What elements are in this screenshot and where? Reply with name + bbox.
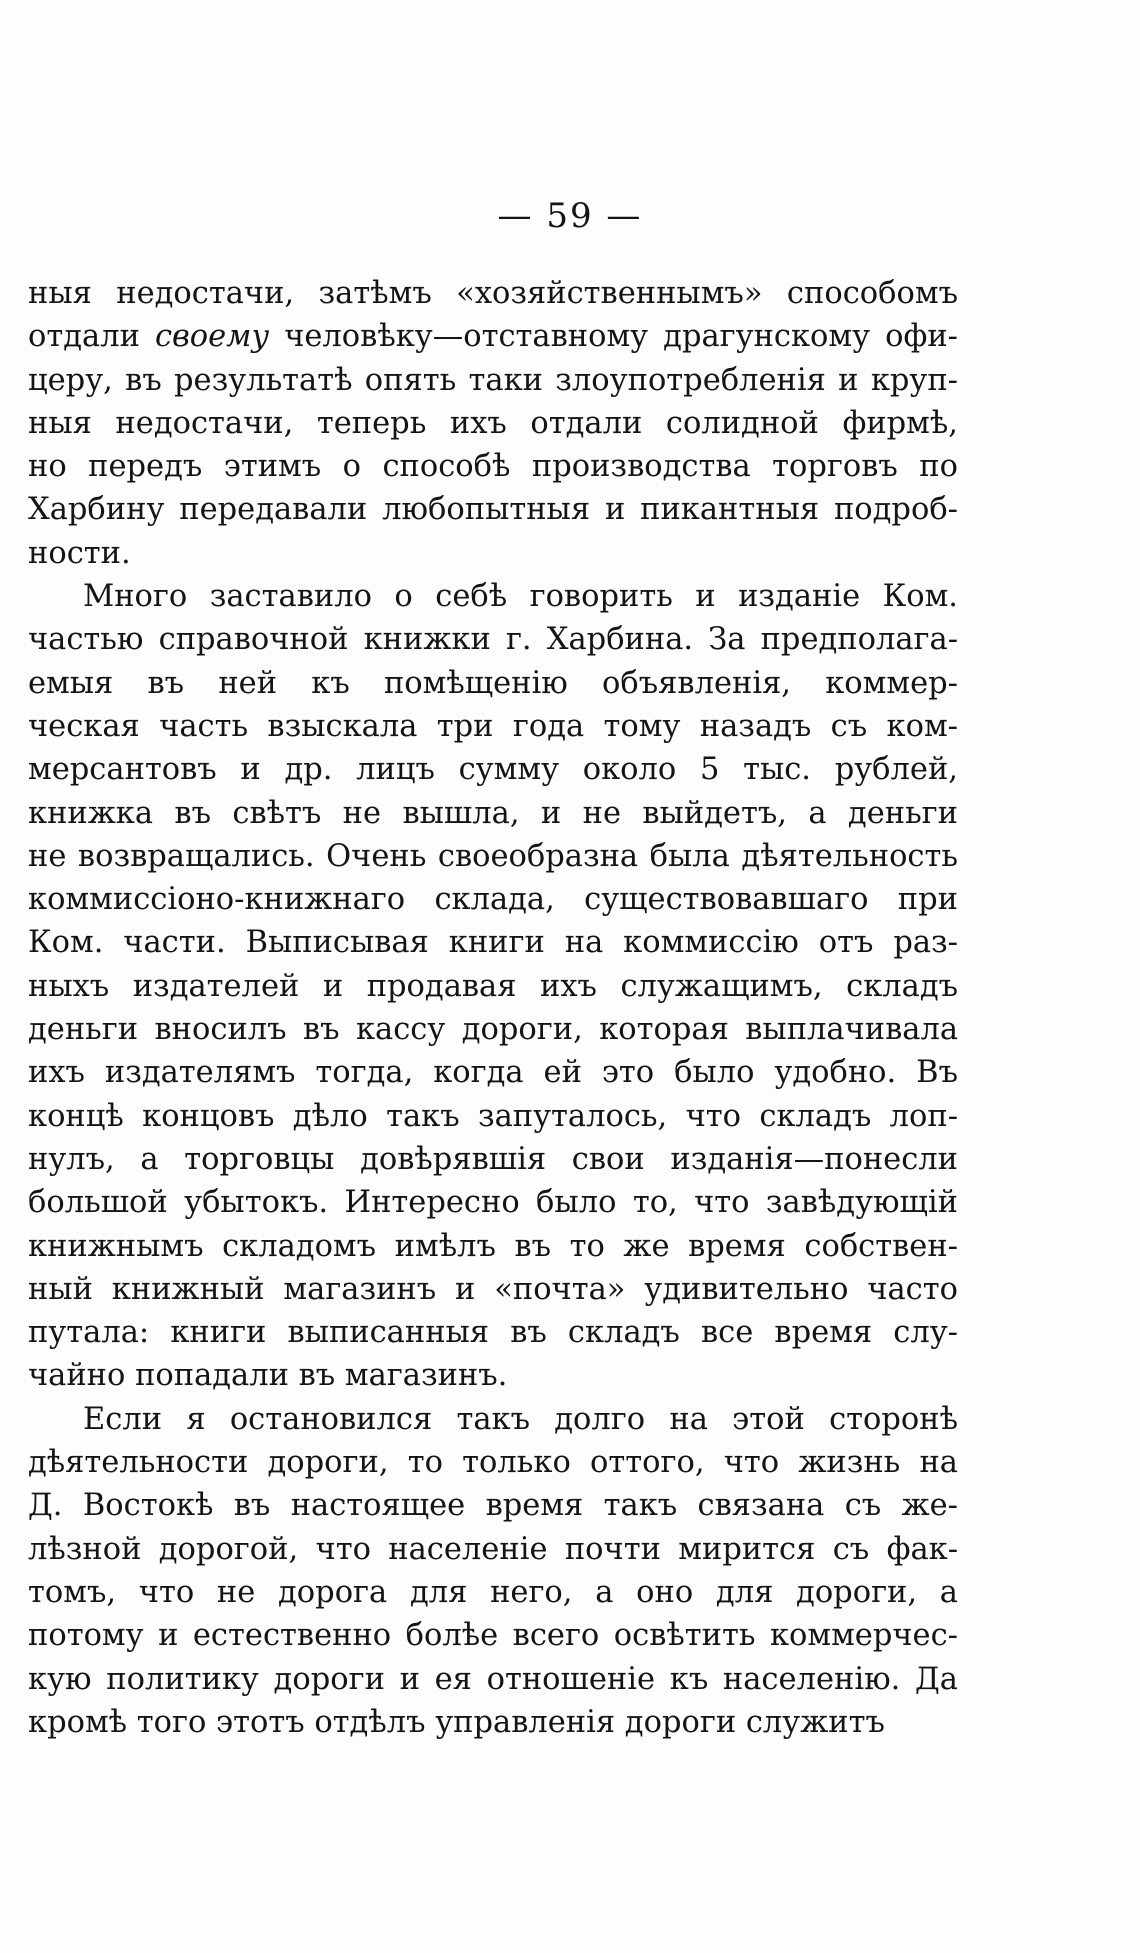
text-line: мерсантовъ и др. лицъ сумму около 5 тыс. рублей,	[28, 752, 958, 788]
text-line: ный книжный магазинъ и «почта» удивительно часто	[28, 1271, 958, 1307]
text-line: ныя недостачи, затѣмъ «хозяйственнымъ» способомъ	[28, 276, 958, 311]
text-line: книжка въ свѣтъ не вышла, и не выйдетъ, а деньги	[28, 795, 958, 831]
text-line: путала: книги выписанныя въ складъ все время слу-	[28, 1315, 958, 1351]
body-text	[28, 272, 958, 1744]
text-line: нулъ, а торговцы довѣрявшія свои изданія—понесли	[28, 1141, 958, 1177]
text-line: Харбину передавали любопытныя и пикантныя подроб-	[28, 492, 958, 528]
text-line: концѣ концовъ дѣло такъ запуталось, что складъ лоп-	[28, 1098, 958, 1134]
text-line: Д. Востокѣ въ настоящее время такъ связана съ же-	[28, 1488, 958, 1524]
text-line: чайно попадали въ магазинъ.	[28, 1358, 508, 1394]
text-line: ности.	[28, 535, 131, 571]
text-line: не возвращались. Очень своеобразна была дѣятельность	[28, 838, 958, 874]
page-number: — 59 —	[497, 196, 643, 236]
text-line: но передъ этимъ о способѣ производства торговъ по	[28, 449, 958, 485]
text-line: ческая часть взыскала три года тому назадъ съ ком-	[28, 708, 958, 744]
text-line: емыя въ ней къ помѣщенію объявленія, коммер-	[28, 665, 958, 701]
text-line: потому и естественно болѣе всего освѣтить коммерчес-	[28, 1618, 958, 1654]
text-line: кромѣ того этотъ отдѣлъ управленія дороги служитъ	[28, 1704, 885, 1740]
text-line: ныхъ издателей и продавая ихъ служащимъ, складъ	[28, 968, 958, 1004]
text-line: большой убытокъ. Интересно было то, что завѣдующій	[28, 1185, 958, 1221]
text-line: книжнымъ складомъ имѣлъ въ то же время собствен-	[28, 1228, 958, 1264]
text-line: Ком. части. Выписывая книги на коммиссію отъ раз-	[28, 925, 958, 961]
text-line: томъ, что не дорога для него, а оно для дороги, а	[28, 1574, 958, 1610]
text-line: лѣзной дорогой, что населеніе почти мирится съ фак-	[28, 1531, 958, 1567]
text-line: кую политику дороги и ея отношеніе къ населенію. Да	[28, 1661, 958, 1697]
text-line: частью справочной книжки г. Харбина. За предполага-	[28, 622, 958, 658]
text-line: Много заставило о себѣ говорить и изданіе Ком.	[83, 579, 958, 615]
text-line: отдали своему человѣку—отставному драгунскому офи-	[28, 319, 958, 355]
text-line: ныя недостачи, теперь ихъ отдали солидной фирмѣ,	[28, 405, 958, 441]
text-line: Если я остановился такъ долго на этой сторонѣ	[83, 1401, 958, 1437]
text-line: церу, въ результатѣ опять таки злоупотребленія и круп-	[28, 362, 958, 398]
emphasized-word: своему	[154, 319, 270, 355]
text-line: дѣятельности дороги, то только оттого, что жизнь на	[28, 1445, 958, 1481]
text-line: ихъ издателямъ тогда, когда ей это было удобно. Въ	[28, 1055, 958, 1091]
text-line: деньги вносилъ въ кассу дороги, которая выплачивала	[28, 1012, 958, 1048]
text-line: коммиссіоно-книжнаго склада, существовавшаго при	[28, 882, 958, 918]
